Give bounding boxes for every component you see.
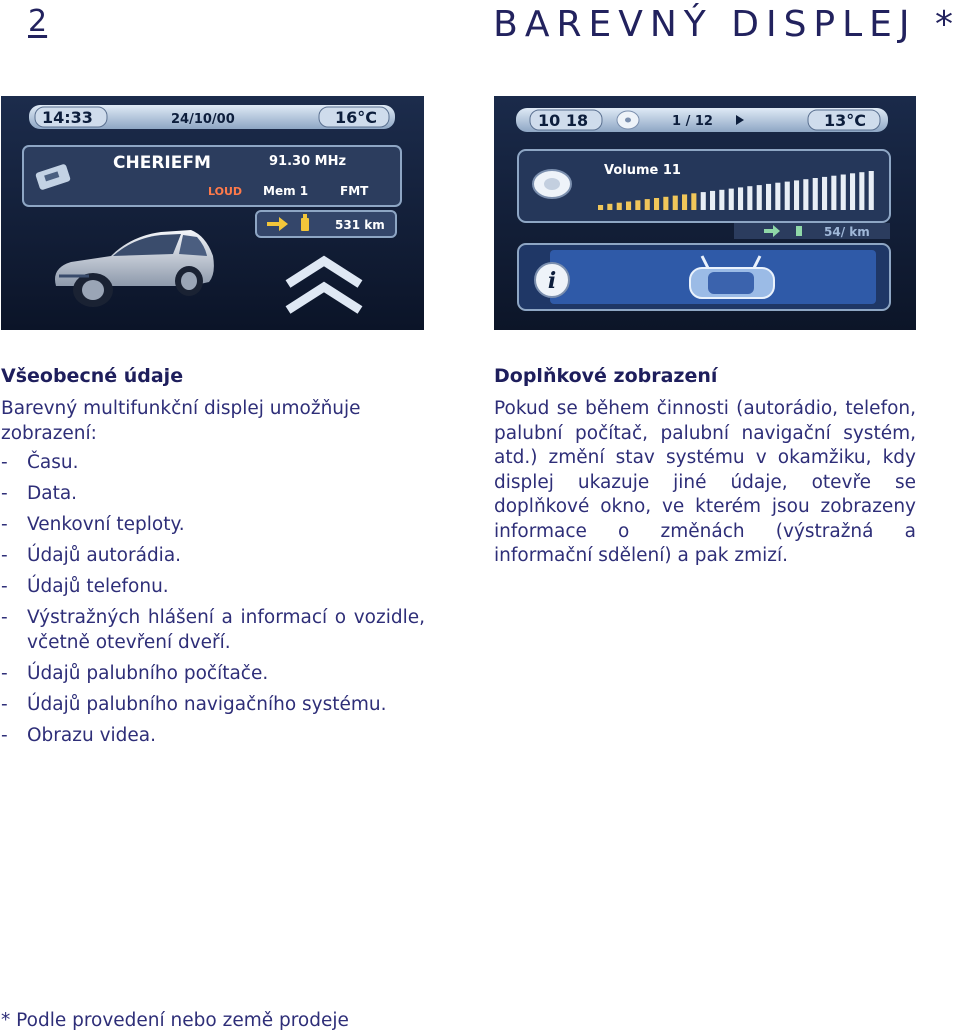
extra-display-text: Pokud se během činnosti (autorádio, telefon, palubní počítač, palubní navigační systém, atd.) změní stav systému v okamžiku, kdy displej ukazuje jiné údaje, otevře se doplňkové okno, ve kterém jsou zobrazeny informace o změnách (výstražná a informační sdělení) a pak zmizí. bbox=[494, 398, 916, 566]
volume-bar bbox=[607, 204, 612, 210]
volume-bar bbox=[663, 197, 668, 210]
volume-bar bbox=[626, 202, 631, 211]
volume-bar bbox=[757, 185, 762, 210]
page-title: BAREVNÝ DISPLEJ * bbox=[493, 4, 960, 45]
info-icon-letter: i bbox=[547, 268, 557, 294]
extra-display-heading: Doplňkové zobrazení bbox=[494, 365, 718, 387]
frequency: 91.30 MHz bbox=[269, 154, 347, 169]
temperature-readout: 13°C bbox=[824, 111, 867, 130]
volume-bar bbox=[850, 173, 855, 210]
volume-bar bbox=[710, 191, 715, 210]
volume-screen-graphic bbox=[494, 96, 916, 330]
memory-preset: Mem 1 bbox=[263, 184, 309, 198]
feature-list bbox=[1, 451, 425, 755]
footnote: * Podle provedení nebo země prodeje bbox=[1, 1010, 349, 1031]
volume-bar bbox=[775, 183, 780, 210]
volume-bar bbox=[794, 180, 799, 210]
band-indicator: FMT bbox=[340, 184, 369, 198]
list-item: - Data. bbox=[1, 482, 425, 507]
list-item: - Údajů telefonu. bbox=[1, 575, 425, 600]
general-info-heading: Všeobecné údaje bbox=[1, 365, 184, 387]
volume-bar bbox=[673, 196, 678, 210]
range-distance: 531 km bbox=[335, 218, 385, 232]
list-item: - Času. bbox=[1, 451, 425, 476]
display-photo-radio bbox=[1, 96, 424, 330]
cd-disc-icon bbox=[617, 111, 639, 129]
list-item: - Údajů autorádia. bbox=[1, 544, 425, 569]
volume-bar bbox=[869, 171, 874, 210]
speaker-icon bbox=[533, 170, 571, 198]
volume-bar bbox=[645, 199, 650, 210]
display-photo-volume bbox=[494, 96, 916, 330]
volume-bar bbox=[738, 187, 743, 210]
list-item: - Údajů palubního počítače. bbox=[1, 662, 425, 687]
volume-bar bbox=[701, 192, 706, 210]
date-readout: 24/10/00 bbox=[171, 112, 235, 127]
volume-bar bbox=[747, 186, 752, 210]
range-distance: 54/ km bbox=[824, 225, 870, 239]
general-info-intro: Barevný multifunkční displej umožňuje zobrazení: bbox=[1, 398, 361, 444]
volume-bar bbox=[859, 172, 864, 210]
volume-bar bbox=[729, 189, 734, 210]
volume-bar bbox=[682, 194, 687, 210]
volume-bar bbox=[841, 175, 846, 211]
temperature-readout: 16°C bbox=[335, 108, 378, 127]
volume-bar bbox=[691, 193, 696, 210]
radio-screen-graphic bbox=[1, 96, 424, 330]
time-readout: 14:33 bbox=[42, 108, 93, 127]
volume-label: Volume 11 bbox=[604, 163, 681, 178]
time-readout: 10 18 bbox=[538, 111, 589, 130]
list-item: - Údajů palubního navigačního systému. bbox=[1, 693, 425, 718]
fuel-pump-icon bbox=[796, 226, 802, 236]
volume-bar bbox=[766, 184, 771, 210]
volume-bar bbox=[719, 190, 724, 210]
list-item: - Výstražných hlášení a informací o vozidle, včetně otevření dveří. bbox=[1, 606, 425, 655]
station-name: CHERIEFM bbox=[113, 153, 211, 173]
volume-bar bbox=[831, 176, 836, 210]
volume-bar bbox=[822, 177, 827, 210]
volume-bar bbox=[813, 178, 818, 210]
volume-bar bbox=[803, 179, 808, 210]
loud-indicator: LOUD bbox=[208, 185, 243, 198]
volume-bar bbox=[598, 205, 603, 210]
page-number: 2 bbox=[28, 4, 48, 39]
list-item: - Obrazu videa. bbox=[1, 724, 425, 749]
volume-bar bbox=[635, 200, 640, 210]
volume-bar bbox=[654, 198, 659, 210]
volume-bar bbox=[785, 182, 790, 210]
track-counter: 1 / 12 bbox=[672, 114, 713, 129]
list-item: - Venkovní teploty. bbox=[1, 513, 425, 538]
volume-bar bbox=[617, 203, 622, 210]
